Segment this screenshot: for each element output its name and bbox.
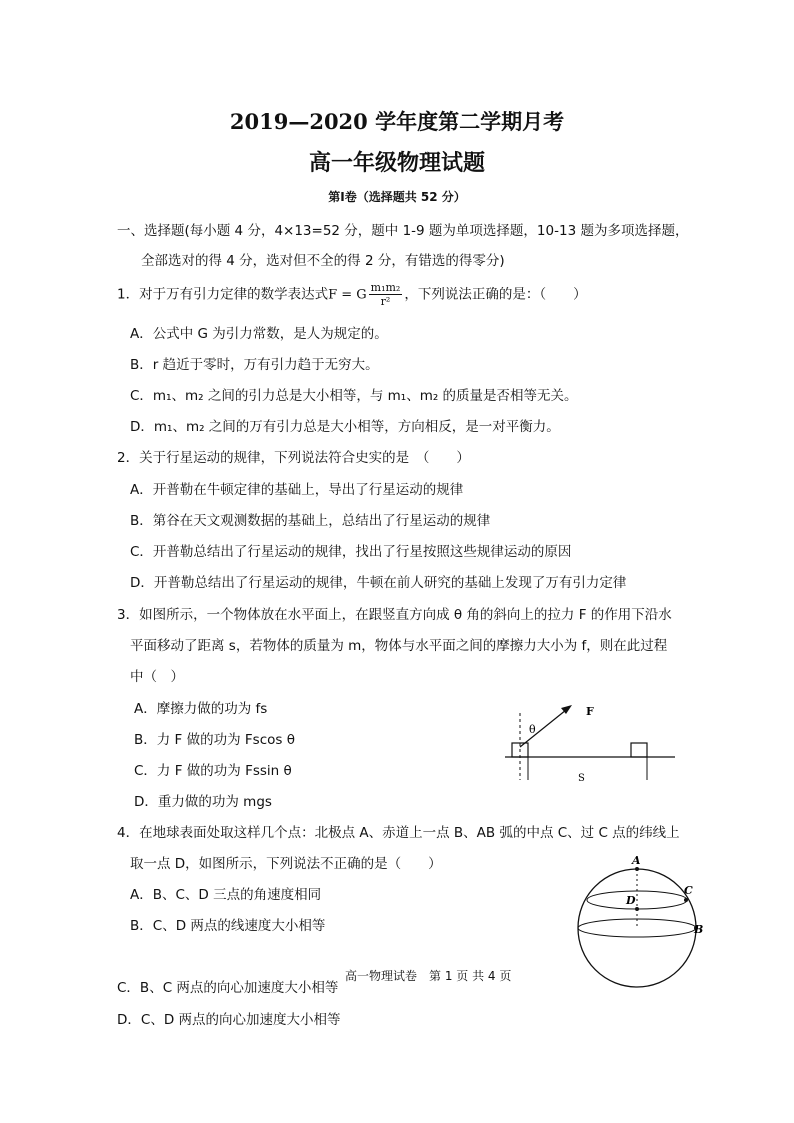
question-2-option-b: B．第谷在天文观测数据的基础上，总结出了行星运动的规律 — [130, 513, 491, 529]
formula-denominator: r² — [380, 295, 391, 308]
block-force-diagram — [500, 695, 680, 790]
question-4-stem-line-2: 取一点 D，如图所示，下列说法不正确的是（ ） — [130, 856, 442, 872]
question-3-stem-line-3: 中（ ） — [130, 669, 184, 685]
angle-label: θ — [529, 723, 536, 736]
question-4-option-b: B．C、D 两点的线速度大小相等 — [130, 918, 326, 934]
label-d: D — [626, 894, 636, 907]
question-2-option-c: C．开普勒总结出了行星运动的规律，找出了行星按照这些规律运动的原因 — [130, 544, 572, 560]
question-3-option-d: D．重力做的功为 mgs — [134, 794, 272, 810]
question-4-stem-line-1: 4．在地球表面处取这样几个点：北极点 A、赤道上一点 B、AB 弧的中点 C、过 C 点的纬线上 — [117, 825, 680, 841]
force-label: F — [586, 705, 594, 718]
block-end — [631, 743, 647, 757]
question-3-option-a: A．摩擦力做的功为 fs — [134, 701, 268, 717]
question-3-option-c: C．力 F 做的功为 Fssin θ — [134, 763, 292, 779]
distance-label: S — [578, 773, 585, 784]
question-2-option-d: D．开普勒总结出了行星运动的规律，牛顿在前人研究的基础上发现了万有引力定律 — [130, 575, 627, 591]
page-footer: 高一物理试卷 第 1 页 共 4 页 — [345, 969, 512, 983]
exam-title: 2019—2020 学年度第二学期月考 — [229, 109, 565, 134]
label-c: C — [684, 884, 693, 897]
formula-numerator: m₁m₂ — [370, 281, 401, 294]
gravitation-formula-fraction — [369, 281, 403, 308]
point-d-dot — [635, 907, 639, 911]
label-b: B — [694, 923, 704, 936]
point-a-dot — [635, 867, 639, 871]
question-4-option-d: D．C、D 两点的向心加速度大小相等 — [117, 1012, 341, 1028]
question-1-stem-before: 1．对于万有引力定律的数学表达式 — [117, 286, 329, 303]
exam-subtitle: 高一年级物理试题 — [308, 150, 485, 176]
question-1-stem-after: ，下列说法正确的是：（ ） — [404, 286, 587, 303]
question-2-option-a: A．开普勒在牛顿定律的基础上，导出了行星运动的规律 — [130, 482, 464, 498]
instructions-line-1: 一、选择题(每小题 4 分，4×13=52 分，题中 1-9 题为单项选择题，10-13 题为多项选择题， — [117, 223, 689, 239]
force-arrow-shaft — [520, 710, 566, 747]
question-1-option-c: C．m₁、m₂ 之间的引力总是大小相等，与 m₁、m₂ 的质量是否相等无关。 — [130, 388, 578, 404]
section-heading: 第Ⅰ卷（选择题共 52 分） — [328, 190, 466, 204]
label-a: A — [632, 854, 641, 867]
instructions-line-2: 全部选对的得 4 分，选对但不全的得 2 分，有错选的得零分) — [141, 253, 505, 269]
point-c-dot — [684, 898, 688, 902]
question-1-option-d: D．m₁、m₂ 之间的万有引力总是大小相等，方向相反，是一对平衡力。 — [130, 419, 560, 435]
question-1-stem — [117, 281, 587, 308]
question-3-stem-line-1: 3．如图所示，一个物体放在水平面上，在跟竖直方向成 θ 角的斜向上的拉力 F 的作用下沿水 — [117, 607, 672, 623]
question-3-stem-line-2: 平面移动了距离 s，若物体的质量为 m，物体与水平面之间的摩擦力大小为 f，则在此过程 — [130, 638, 668, 654]
question-1-option-b: B．r 趋近于零时，万有引力趋于无穷大。 — [130, 357, 379, 373]
question-4-option-c: C．B、C 两点的向心加速度大小相等 — [117, 980, 339, 996]
question-3-option-b: B．力 F 做的功为 Fscos θ — [134, 732, 295, 748]
question-1-option-a: A．公式中 G 为引力常数，是人为规定的。 — [130, 326, 388, 342]
earth-sphere-diagram — [560, 852, 720, 1002]
gravitation-formula-lhs: F = G — [328, 287, 367, 303]
question-2-stem: 2．关于行星运动的规律，下列说法符合史实的是 （ ） — [117, 450, 470, 466]
question-4-option-a: A．B、C、D 三点的角速度相同 — [130, 887, 322, 903]
